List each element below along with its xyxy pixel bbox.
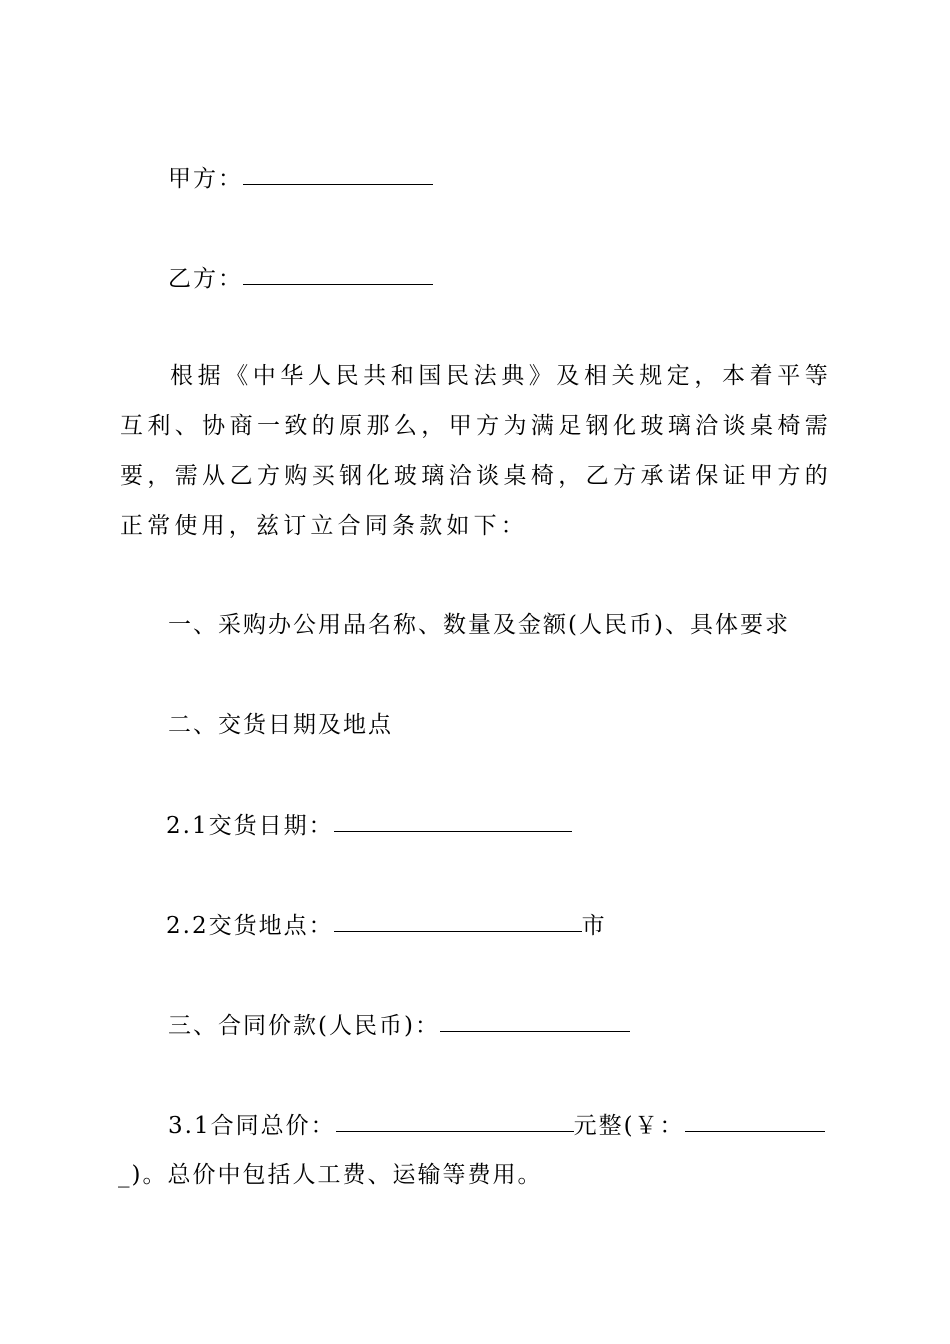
item-2-2-line xyxy=(166,913,607,939)
party-b-line xyxy=(168,266,433,292)
total-price-blank xyxy=(336,1129,574,1132)
contract-price-label: 三、合同价款(人民币)： xyxy=(168,1013,440,1039)
yuan-label: 元整(￥： xyxy=(573,1113,685,1139)
party-b-blank xyxy=(243,282,433,285)
party-a-line xyxy=(168,166,433,192)
party-b-label: 乙方： xyxy=(168,266,243,292)
section-2-heading: 二、交货日期及地点 xyxy=(168,712,393,738)
delivery-place-blank xyxy=(334,929,582,932)
section-1-heading: 一、采购办公用品名称、数量及金额(人民币)、具体要求 xyxy=(168,612,790,638)
item-2-1-line xyxy=(166,813,572,839)
section-3-line xyxy=(168,1013,630,1039)
delivery-place-label: 2.2交货地点： xyxy=(166,913,334,939)
contract-price-blank xyxy=(440,1029,630,1032)
party-a-blank xyxy=(243,182,433,185)
delivery-date-label: 2.1交货日期： xyxy=(166,813,334,839)
total-price-label: 3.1合同总价： xyxy=(168,1113,336,1139)
item-3-1-continued xyxy=(118,1162,542,1188)
fees-note: )。总价中包括人工费、运输等费用。 xyxy=(131,1162,543,1188)
blank-tail: _ xyxy=(118,1162,132,1188)
city-suffix: 市 xyxy=(581,913,607,939)
item-3-1-line xyxy=(168,1113,825,1139)
intro-paragraph: 根据《中华人民共和国民法典》及相关规定，本着平等互利、协商一致的原那么，甲方为满足钢化玻璃洽谈桌椅需要，需从乙方购买钢化玻璃洽谈桌椅，乙方承诺保证甲方的正常使用，兹订立合同条款如下： xyxy=(120,363,832,539)
delivery-date-blank xyxy=(334,829,572,832)
amount-figure-blank xyxy=(685,1129,825,1132)
party-a-label: 甲方： xyxy=(168,166,243,192)
